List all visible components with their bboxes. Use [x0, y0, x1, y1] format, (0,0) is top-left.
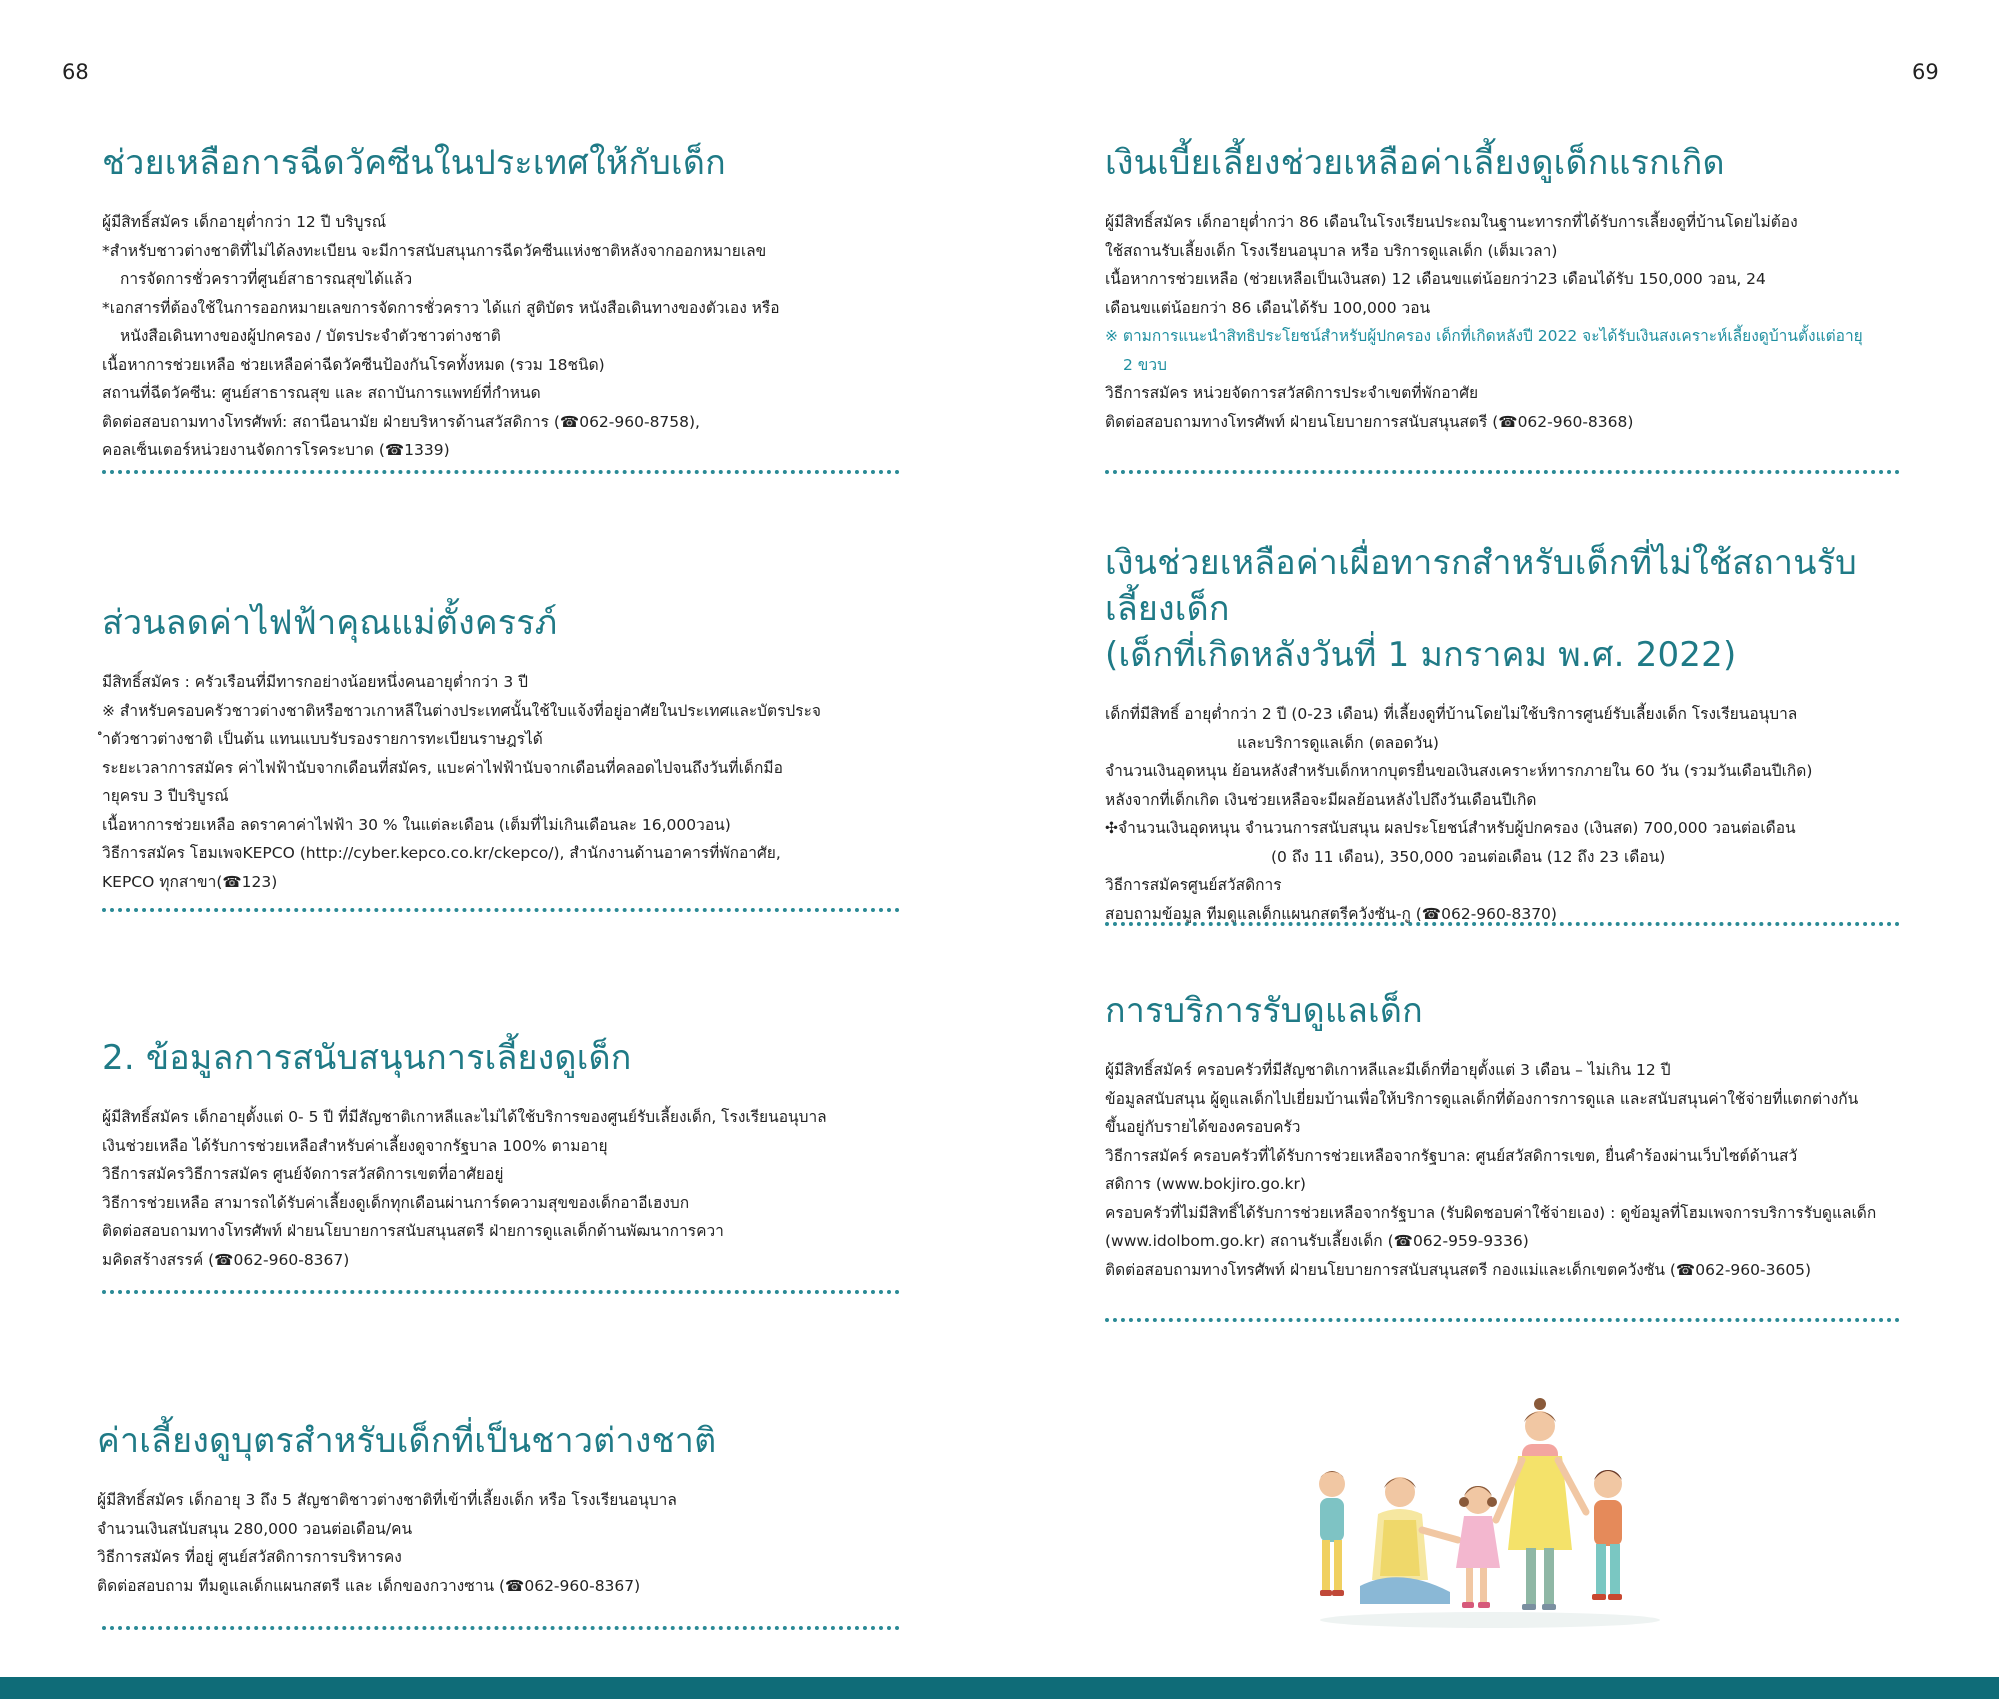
text-line: ติดต่อสอบถาม ทีมดูแลเด็กแผนกสตรี และ เด็กของกวางซาน (☎062-960-8367): [97, 1576, 641, 1595]
dotted-divider: [1105, 470, 1900, 474]
section-title-infant-line1: เงินช่วยเหลือค่าเผื่อทารกสำหรับเด็กที่ไม่ใช้สถานรับเลี้ยงเด็ก: [1105, 543, 1857, 629]
text-line: ขึ้นอยู่กับรายได้ของครอบครัว: [1105, 1118, 1301, 1136]
bottom-bar: [0, 1677, 1999, 1699]
section-electricity-discount: [102, 600, 922, 896]
text-line: ผู้มีสิทธิ์สมัคร เด็กอายุต่ำกว่า 86 เดือนในโรงเรียนประถมในฐานะทารกที่ได้รับการเลี้ยงดูที่บ้านโดยไม่ต้อง: [1105, 213, 1798, 231]
text-line: ข้อมูลสนับสนุน ผู้ดูแลเด็กไปเยี่ยมบ้านเพื่อให้บริการดูแลเด็กที่ต้องการการดูแล และสนับสนุนค่าใช้จ่ายที่แตกต่างกัน: [1105, 1089, 1859, 1108]
page-number-left: 68: [62, 60, 89, 84]
text-line: มคิดสร้างสรรค์ (☎062-960-8367): [102, 1250, 350, 1269]
text-line: ผู้มีสิทธิ์สมัคร์ ครอบครัวที่มีสัญชาติเกาหลีและมีเด็กที่อายุตั้งแต่ 3 เดือน – ไม่เกิน 12 ปี: [1105, 1061, 1671, 1079]
section-title-childcare-service: การบริการรับดูแลเด็ก: [1105, 991, 1423, 1031]
text-line-note: 2 ขวบ: [1123, 355, 1167, 374]
text-line: วิธีการสมัครศูนย์สวัสดิการ: [1105, 876, 1282, 894]
text-line: ติดต่อสอบถามทางโทรศัพท์ ฝ่ายนโยบายการสนับสนุนสตรี (☎062-960-8368): [1105, 412, 1634, 431]
section-title-infant: [1105, 540, 1925, 678]
text-line: ระยะเวลาการสมัคร ค่าไฟฟ้านับจากเดือนที่สมัคร, แบะค่าไฟฟ้านับจากเดือนที่คลอดไปจนถึงวันที่เด็กมีอ: [102, 758, 783, 777]
section-newborn-allowance: [1105, 140, 1925, 436]
section-title-childcare: 2. ข้อมูลการสนับสนุนการเลี้ยงดูเด็ก: [102, 1038, 632, 1078]
mother-sitting-figure: [1360, 1477, 1458, 1604]
text-line: คอลเซ็นเตอร์หน่วยงานจัดการโรคระบาด (☎1339): [102, 441, 450, 459]
text-line: สดิการ (www.bokjiro.go.kr): [1105, 1175, 1306, 1193]
section-infant-allowance: [1105, 540, 1925, 928]
section-vaccination: [102, 140, 922, 465]
text-line-note: ※ ตามการแนะนำสิทธิประโยชน์สำหรับผู้ปกครอง เด็กที่เกิดหลังปี 2022 จะได้รับเงินสงเคราะห์เลี้ยงดูบ้านตั้งแต่อายุ: [1105, 327, 1863, 345]
child-figure-girl: [1456, 1486, 1500, 1608]
section-childcare-service: [1105, 988, 1925, 1284]
text-line: ผู้มีสิทธิ์สมัคร เด็กอายุ 3 ถึง 5 สัญชาติชาวต่างชาติที่เข้าที่เลี้ยงเด็ก หรือ โรงเรียนอนุบาล: [97, 1491, 677, 1509]
family-illustration: [1290, 1380, 1690, 1630]
text-line: *สำหรับชาวต่างชาติที่ไม่ได้ลงทะเบียน จะมีการสนับสนุนการฉีดวัคซีนแห่งชาติหลังจากออกหมายเลข: [102, 241, 767, 260]
text-line: เนื้อหาการช่วยเหลือ (ช่วยเหลือเป็นเงินสด) 12 เดือนขแต่น้อยกว่า23 เดือนได้รับ 150,000 วอน, 24: [1105, 270, 1766, 288]
page-number-right: 69: [1912, 60, 1939, 84]
text-line: สถานที่ฉีดวัคซีน: ศูนย์สาธารณสุข และ สถาบันการแพทย์ที่กำหนด: [102, 384, 541, 402]
section-title-newborn: เงินเบี้ยเลี้ยงช่วยเหลือค่าเลี้ยงดูเด็กแรกเกิด: [1105, 143, 1725, 183]
section-childcare-support: [102, 1035, 922, 1274]
text-line: หนังสือเดินทางของผู้ปกครอง / บัตรประจำตัวชาวต่างชาติ: [120, 327, 501, 345]
dotted-divider: [1105, 922, 1900, 926]
text-line: ผู้มีสิทธิ์สมัคร เด็กอายุตั้งแต่ 0- 5 ปี ที่มีสัญชาติเกาหลีและไม่ได้ใช้บริการของศูนย์รับเลี้ยงเด็ก, โรงเรียนอนุบาล: [102, 1108, 827, 1126]
text-line: หลังจากที่เด็กเกิด เงินช่วยเหลือจะมีผลย้อนหลังไปถึงวันเดือนปีเกิด: [1105, 790, 1537, 809]
child-figure-right: [1592, 1470, 1622, 1600]
woman-standing-figure: [1496, 1398, 1586, 1610]
text-line: เงินช่วยเหลือ ได้รับการช่วยเหลือสำหรับค่าเลี้ยงดูจากรัฐบาล 100% ตามอายุ: [102, 1136, 608, 1155]
text-line: ำตัวชาวต่างชาติ เป็นต้น แทนแบบรับรองรายการทะเบียนราษฎรได้: [102, 730, 543, 748]
dotted-divider: [102, 1626, 900, 1630]
text-line: เนื้อหาการช่วยเหลือ ลดราคาค่าไฟฟ้า 30 % ในแต่ละเดือน (เต็มที่ไม่เกินเดือนละ 16,000วอน): [102, 815, 731, 834]
text-line: ผู้มีสิทธิ์สมัคร เด็กอายุต่ำกว่า 12 ปี บริบูรณ์: [102, 213, 387, 231]
text-line: (www.idolbom.go.kr) สถานรับเลี้ยงเด็ก (☎062-959-9336): [1105, 1232, 1529, 1250]
text-line: วิธีการสมัคร์ ครอบครัวที่ได้รับการช่วยเหลือจากรัฐบาล: ศูนย์สวัสดิการเขต, ยื่นคำร้องผ่านเว็บไซต์ด้านสวั: [1105, 1146, 1798, 1165]
dotted-divider: [1105, 1318, 1900, 1322]
section-title-infant-line2: (เด็กที่เกิดหลังวันที่ 1 มกราคม พ.ศ. 2022): [1105, 635, 1737, 675]
section-title-electricity: ส่วนลดค่าไฟฟ้าคุณแม่ตั้งครรภ์: [102, 603, 558, 643]
text-line: ติดต่อสอบถามทางโทรศัพท์ ฝ่ายนโยบายการสนับสนุนสตรี กองแม่และเด็กเขตควังซัน (☎062-960-3605): [1105, 1260, 1812, 1279]
text-line: วิธีการสมัคร โฮมเพจKEPCO (http://cyber.kepco.co.kr/ckepco/), สำนักงานด้านอาคารที่พักอาศัย,: [102, 844, 781, 862]
dotted-divider: [102, 470, 900, 474]
text-line: เด็กที่มีสิทธิ์ อายุต่ำกว่า 2 ปี (0-23 เดือน) ที่เลี้ยงดูที่บ้านโดยไม่ใช้บริการศูนย์รับเลี้ยงเด็ก โรงเรียนอนุบาล: [1105, 705, 1798, 723]
section-title-vaccination: ช่วยเหลือการฉีดวัคซีนในประเทศให้กับเด็ก: [102, 143, 726, 183]
text-line: วิธีการสมัคร ที่อยู่ ศูนย์สวัสดิการการบริหารคง: [97, 1548, 402, 1566]
text-line: ✣จำนวนเงินอุดหนุน จำนวนการสนับสนุน ผลประโยชน์สำหรับผู้ปกครอง (เงินสด) 700,000 วอนต่อเดือน: [1105, 819, 1796, 837]
text-line: *เอกสารที่ต้องใช้ในการออกหมายเลขการจัดการชั่วคราว ได้แก่ สูติบัตร หนังสือเดินทางของตัวเอง หรือ: [102, 298, 780, 317]
dotted-divider: [102, 908, 900, 912]
text-line: KEPCO ทุกสาขา(☎123): [102, 872, 278, 891]
text-line: จำนวนเงินสนับสนุน 280,000 วอนต่อเดือน/คน: [97, 1519, 413, 1538]
text-line: สอบถามข้อมูล ทีมดูแลเด็กแผนกสตรีควังซัน-กู (☎062-960-8370): [1105, 904, 1557, 923]
text-line: ายุครบ 3 ปีบริบูรณ์: [102, 787, 229, 805]
text-line: วิธีการสมัคร หน่วยจัดการสวัสดิการประจำเขตที่พักอาศัย: [1105, 384, 1479, 402]
child-figure-left: [1319, 1471, 1345, 1596]
text-line: ติดต่อสอบถามทางโทรศัพท์: สถานีอนามัย ฝ่ายบริหารด้านสวัสดิการ (☎062-960-8758),: [102, 412, 700, 431]
text-line: วิธีการสมัครวิธีการสมัคร ศูนย์จัดการสวัสดิการเขตที่อาศัยอยู่: [102, 1165, 504, 1183]
text-line: เดือนขแต่น้อยกว่า 86 เดือนได้รับ 100,000 วอน: [1105, 298, 1431, 317]
text-line: ※ สำหรับครอบครัวชาวต่างชาติหรือชาวเกาหลีในต่างประเทศนั้นใช้ใบแจ้งที่อยู่อาศัยในประเทศและบัตรประจ: [102, 701, 821, 720]
text-line: ติดต่อสอบถามทางโทรศัพท์ ฝ่ายนโยบายการสนับสนุนสตรี ฝ่ายการดูแลเด็กด้านพัฒนาการควา: [102, 1222, 724, 1240]
section-foreign-child-allowance: [97, 1418, 917, 1600]
text-line: มีสิทธิ์สมัคร : ครัวเรือนที่มีทารกอย่างน้อยหนึ่งคนอายุต่ำกว่า 3 ปี: [102, 673, 529, 691]
text-line: เนื้อหาการช่วยเหลือ ช่วยเหลือค่าฉีดวัคซีนป้องกันโรคทั้งหมด (รวม 18ชนิด): [102, 355, 605, 374]
text-line: (0 ถึง 11 เดือน), 350,000 วอนต่อเดือน (12 ถึง 23 เดือน): [1271, 847, 1666, 866]
text-line: วิธีการช่วยเหลือ สามารถได้รับค่าเลี้ยงดูเด็กทุกเดือนผ่านการ์ดความสุขของเด็กอาอีเฮงบก: [102, 1193, 690, 1212]
section-title-foreign-child: ค่าเลี้ยงดูบุตรสำหรับเด็กที่เป็นชาวต่างชาติ: [97, 1421, 717, 1461]
dotted-divider: [102, 1290, 900, 1294]
text-line: การจัดการชั่วคราวที่ศูนย์สาธารณสุขได้แล้ว: [120, 270, 413, 288]
text-line: จำนวนเงินอุดหนุน ย้อนหลังสำหรับเด็กหากบุตรยื่นขอเงินสงเคราะห์ทารกภายใน 60 วัน (รวมวันเดือนปีเกิด): [1105, 762, 1813, 780]
text-line: ครอบครัวที่ไม่มีสิทธิ์ได้รับการช่วยเหลือจากรัฐบาล (รับผิดชอบค่าใช้จ่ายเอง) : ดูข้อมูลที่โฮมเพจการบริการรับดูแลเด็ก: [1105, 1203, 1877, 1222]
text-line: และบริการดูแลเด็ก (ตลอดวัน): [1237, 733, 1439, 752]
text-line: ใช้สถานรับเลี้ยงเด็ก โรงเรียนอนุบาล หรือ บริการดูแลเด็ก (เต็มเวลา): [1105, 241, 1558, 260]
